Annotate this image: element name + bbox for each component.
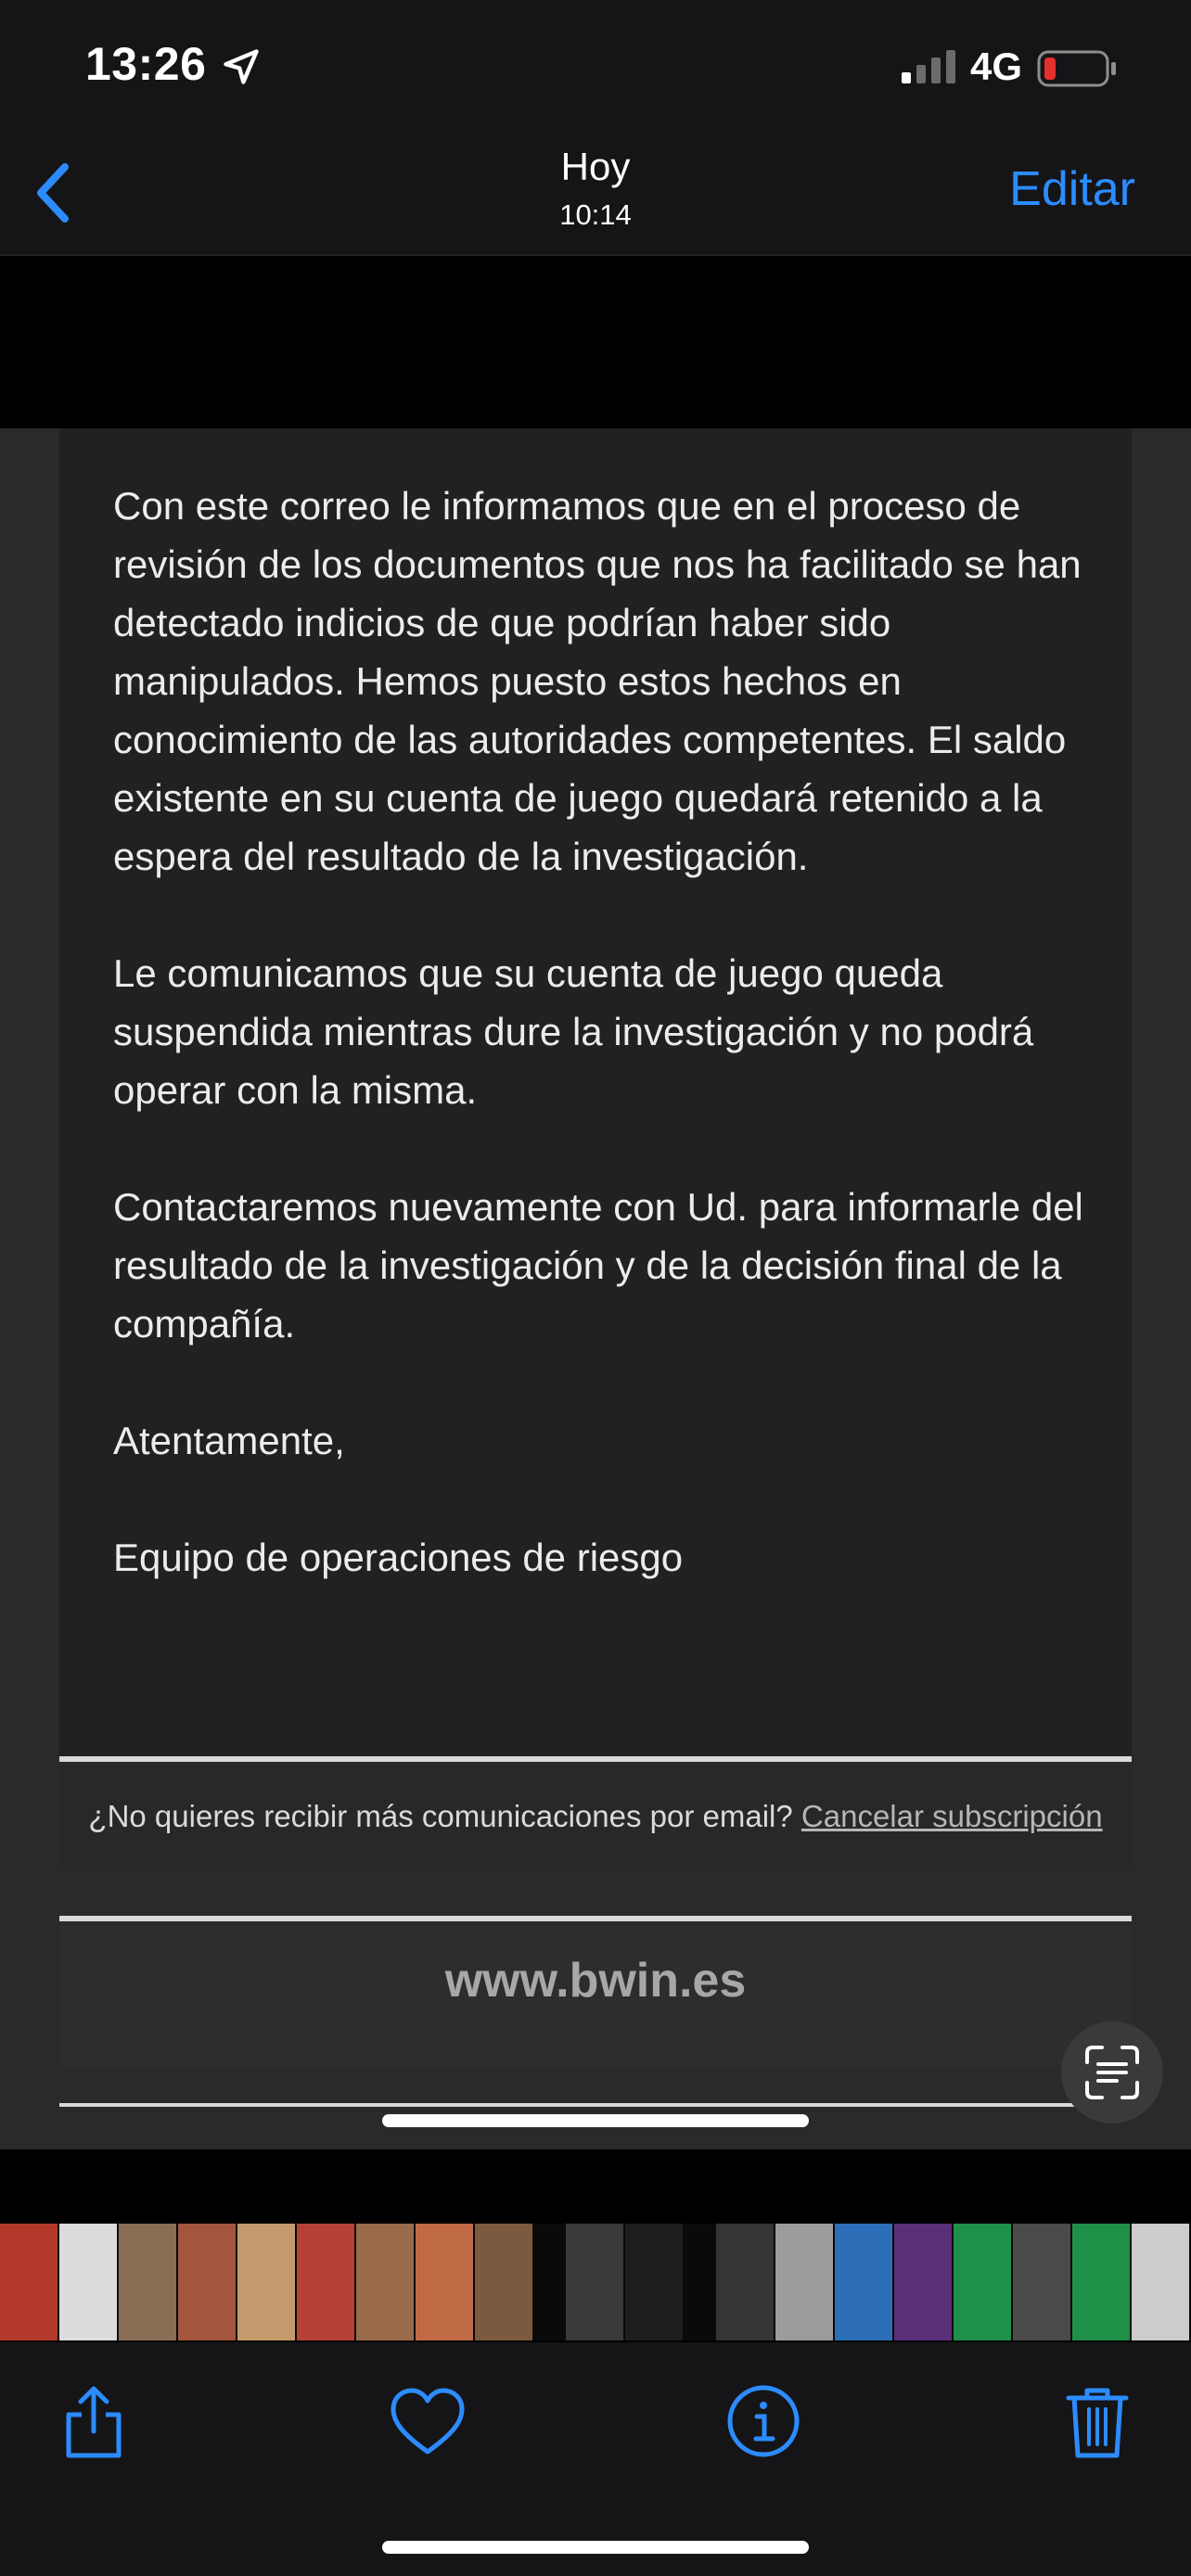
photo-thumbnail[interactable] [835, 2224, 892, 2340]
photo-thumbnail[interactable] [625, 2224, 683, 2340]
email-divider [59, 2103, 1132, 2107]
email-signature: Equipo de operaciones de riesgo [113, 1536, 684, 1579]
email-closing: Atentamente, [113, 1419, 345, 1462]
photo-thumbnail[interactable] [954, 2224, 1011, 2340]
photo-thumbnail[interactable] [1132, 2224, 1189, 2340]
photo-thumbnail[interactable] [894, 2224, 952, 2340]
photo-thumbnail[interactable] [356, 2224, 414, 2340]
navigation-bar [0, 130, 1191, 256]
unsubscribe-text: ¿No quieres recibir más comunicaciones por email? [88, 1799, 793, 1833]
email-scroll-indicator [382, 2114, 809, 2127]
home-indicator [382, 2541, 809, 2554]
photo-thumbnail[interactable] [178, 2224, 236, 2340]
location-arrow-icon [221, 46, 262, 87]
email-paragraph: Con este correo le informamos que en el proceso de revisión de los documentos que nos ha facilitado se han detectado indicios de que podrían haber sido manipulados. Hemos puesto estos hechos en conocimiento de las autoridades competentes. El saldo existente en su cuenta de juego quedará retenido a la espera del resultado de la investigación. [113, 484, 1082, 878]
thumbnail-strip [0, 2224, 1191, 2340]
photo-thumbnail[interactable] [1013, 2224, 1070, 2340]
edit-button[interactable]: Editar [1009, 162, 1135, 216]
live-text-button[interactable] [1061, 2021, 1163, 2123]
photo-thumbnail[interactable] [566, 2224, 623, 2340]
battery-low-icon [1037, 50, 1117, 87]
unsubscribe-row [59, 1764, 1132, 1869]
photo-thumbnail[interactable] [0, 2224, 58, 2340]
bottom-toolbar [0, 2342, 1191, 2576]
heart-icon[interactable] [386, 2379, 469, 2463]
photo-thumbnail[interactable] [119, 2224, 176, 2340]
unsubscribe-link[interactable]: Cancelar subscripción [800, 1799, 1103, 1833]
photo-thumbnail[interactable] [59, 2224, 117, 2340]
email-divider [59, 1916, 1132, 1921]
photo-thumbnail[interactable] [716, 2224, 774, 2340]
site-url: www.bwin.es [444, 1954, 747, 2008]
network-type: 4G [970, 45, 1023, 88]
trash-icon[interactable] [1056, 2379, 1139, 2463]
nav-title: Hoy [560, 145, 631, 188]
nav-subtitle-time: 10:14 [559, 198, 632, 231]
photo-thumbnail[interactable] [1072, 2224, 1130, 2340]
photo-thumbnail[interactable] [775, 2224, 833, 2340]
share-icon[interactable] [52, 2379, 135, 2463]
photo-thumbnail[interactable] [416, 2224, 473, 2340]
email-paragraph: Contactaremos nuevamente con Ud. para informarle del resultado de la investigación y de la decisión final de la compañía. [113, 1185, 1083, 1345]
email-paragraph: Le comunicamos que su cuenta de juego queda suspendida mientras dure la investigación y no podrá operar con la misma. [113, 951, 1034, 1112]
signal-icon [902, 50, 957, 83]
photo-thumbnail[interactable] [475, 2224, 532, 2340]
email-screenshot [0, 428, 1191, 2149]
info-icon[interactable] [722, 2379, 805, 2463]
email-footer [59, 1925, 1132, 2066]
status-bar [0, 0, 1191, 130]
email-body [113, 477, 1096, 1645]
status-time: 13:26 [85, 38, 207, 90]
photo-thumbnail[interactable] [237, 2224, 295, 2340]
photo-thumbnail[interactable] [297, 2224, 354, 2340]
live-text-scan-icon [1061, 2021, 1163, 2123]
email-card [59, 428, 1132, 1756]
email-divider [59, 1756, 1132, 1762]
